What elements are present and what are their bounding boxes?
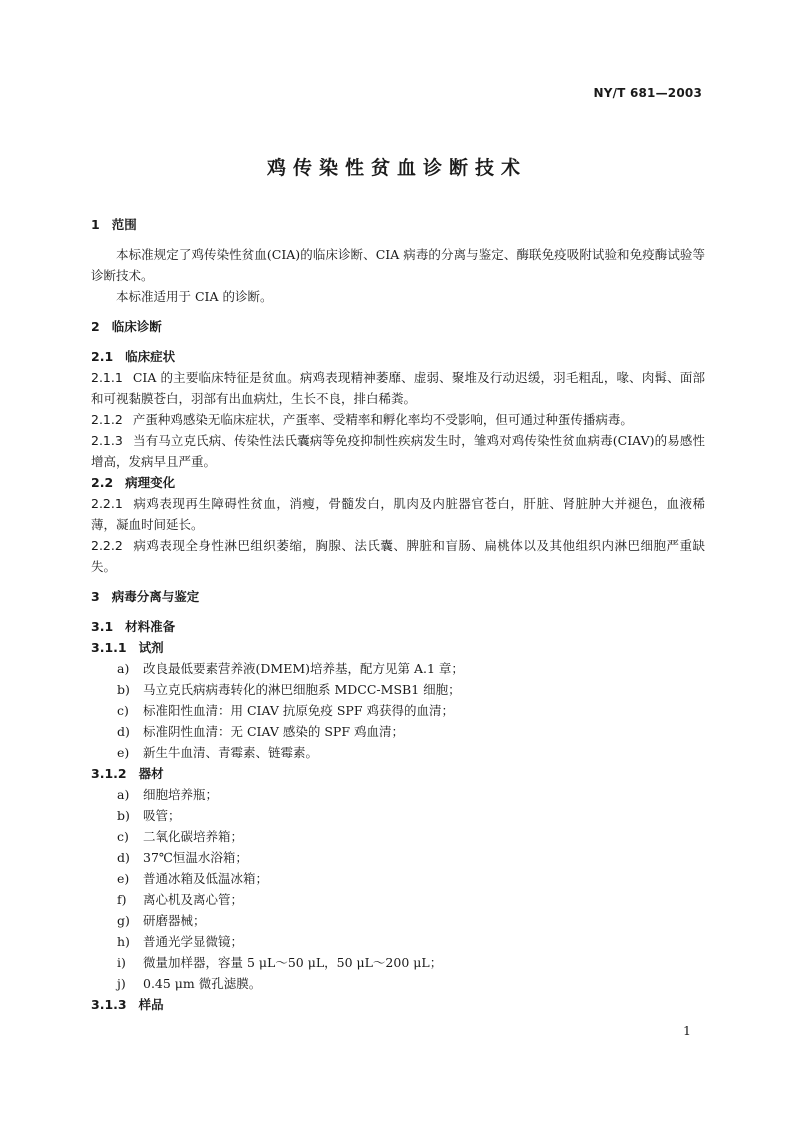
list-label: d) [117,724,130,739]
paragraph: 本标准规定了鸡传染性贫血(CIA)的临床诊断、CIA 病毒的分离与鉴定、酶联免疫吸附试验和免疫酶试验等诊断技术。 [91,247,705,283]
list-label: c) [117,703,129,718]
clause-text: CIA 的主要临床特征是贫血。病鸡表现精神萎靡、虚弱、聚堆及行动迟缓，羽毛粗乱，喙、肉髯、面部和可视黏膜苍白，羽部有出血病灶，生长不良，排白稀粪。 [91,370,705,406]
section-title: 病毒分离与鉴定 [111,589,200,604]
list-item [91,826,705,847]
list-text: 普通冰箱及低温冰箱； [143,871,269,886]
list-item [91,868,705,889]
list-item [91,805,705,826]
list-label: a) [117,787,130,802]
subsubsection-title: 器材 [138,766,164,781]
list-text: 细胞培养瓶； [143,787,219,802]
subsubsection-number: 3.1.1 [91,640,127,655]
list-item [91,910,705,931]
list-text: 吸管； [143,808,181,823]
clause-2-1-2 [91,409,705,430]
list-item [91,679,705,700]
list-item [91,721,705,742]
list-item [91,658,705,679]
clause-text: 当有马立克氏病、传染性法氏囊病等免疫抑制性疾病发生时，雏鸡对鸡传染性贫血病毒(CIAV)的易感性增高，发病早且严重。 [91,433,705,469]
subsection-number: 2.1 [91,349,114,364]
subsubsection-heading [91,637,705,658]
list-text: 新生牛血清、青霉素、链霉素。 [143,745,319,760]
list-item [91,700,705,721]
list-label: j) [117,976,126,991]
list-label: c) [117,829,129,844]
list-item [91,784,705,805]
list-item [91,889,705,910]
section-title: 范围 [111,217,137,232]
clause-text: 产蛋种鸡感染无临床症状，产蛋率、受精率和孵化率均不受影响，但可通过种蛋传播病毒。 [132,412,633,427]
list-text: 改良最低要素营养液(DMEM)培养基，配方见第 A.1 章； [143,661,464,676]
list-label: b) [117,808,130,823]
list-label: e) [117,745,130,760]
subsection-heading [91,616,705,637]
subsection-heading [91,346,705,367]
list-item [91,952,705,973]
clause-number: 2.1.1 [91,370,123,385]
section-number: 2 [91,319,100,334]
list-item [91,931,705,952]
list-text: 普通光学显微镜； [143,934,244,949]
subsubsection-heading [91,994,705,1015]
list-text: 微量加样器，容量 5 μL～50 μL，50 μL～200 μL； [143,955,443,970]
subsubsection-number: 3.1.3 [91,997,127,1012]
list-label: f) [117,892,127,907]
list-label: e) [117,871,130,886]
section-1-heading [91,214,705,235]
subsubsection-title: 样品 [138,997,164,1012]
subsection-title: 临床症状 [125,349,176,364]
list-label: h) [117,934,130,949]
document-body [91,214,705,1015]
list-label: i) [117,955,126,970]
subsection-title: 病理变化 [125,475,176,490]
clause-number: 2.1.3 [91,433,123,448]
subsection-number: 2.2 [91,475,114,490]
clause-number: 2.2.2 [91,538,123,553]
list-text: 0.45 μm 微孔滤膜。 [143,976,262,991]
subsubsection-number: 3.1.2 [91,766,127,781]
list-text: 标准阳性血清：用 CIAV 抗原免疫 SPF 鸡获得的血清； [143,703,454,718]
subsubsection-title: 试剂 [138,640,164,655]
section-number: 1 [91,217,100,232]
section-number: 3 [91,589,100,604]
list-label: g) [117,913,130,928]
section-title: 临床诊断 [111,319,162,334]
subsection-title: 材料准备 [125,619,176,634]
list-label: b) [117,682,130,697]
clause-2-1-3 [91,430,705,472]
section-2-heading [91,316,705,337]
subsubsection-heading [91,763,705,784]
standard-number: NY/T 681—2003 [593,86,702,100]
clause-number: 2.2.1 [91,496,123,511]
list-item [91,973,705,994]
list-item [91,742,705,763]
subsection-heading [91,472,705,493]
list-text: 37℃恒温水浴箱； [143,850,248,865]
list-label: a) [117,661,130,676]
list-text: 二氧化碳培养箱； [143,829,244,844]
clause-2-2-1 [91,493,705,535]
clause-text: 病鸡表现全身性淋巴组织萎缩，胸腺、法氏囊、脾脏和盲肠、扁桃体以及其他组织内淋巴细胞严重缺失。 [91,538,705,574]
list-item [91,847,705,868]
list-label: d) [117,850,130,865]
list-text: 离心机及离心管； [143,892,244,907]
list-text: 马立克氏病病毒转化的淋巴细胞系 MDCC-MSB1 细胞； [143,682,461,697]
section-3-heading [91,586,705,607]
list-text: 研磨器械； [143,913,206,928]
subsection-number: 3.1 [91,619,114,634]
page-number: 1 [683,1023,691,1038]
list-text: 标准阴性血清：无 CIAV 感染的 SPF 鸡血清； [143,724,404,739]
clause-2-1-1 [91,367,705,409]
document-title: 鸡传染性贫血诊断技术 [266,157,527,179]
clause-2-2-2 [91,535,705,577]
clause-text: 病鸡表现再生障碍性贫血，消瘦，骨髓发白，肌肉及内脏器官苍白，肝脏、肾脏肿大并褪色，血液稀薄，凝血时间延长。 [91,496,705,532]
clause-number: 2.1.2 [91,412,123,427]
paragraph: 本标准适用于 CIA 的诊断。 [116,289,273,304]
